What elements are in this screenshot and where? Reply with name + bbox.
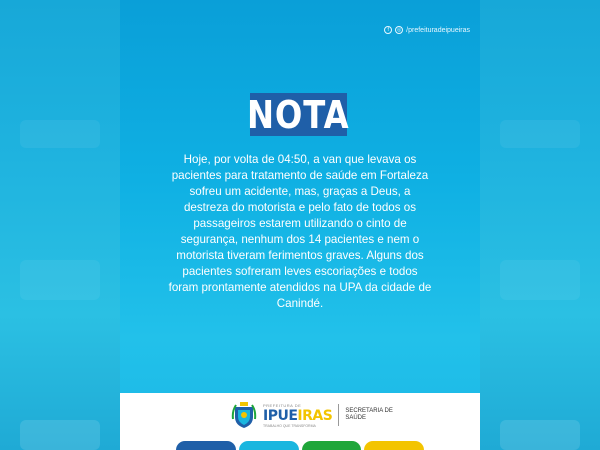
note-body: Hoje, por volta de 04:50, a van que levava os pacientes para tratamento de saúde em Fortaleza sofreu um acidente, mas, graças a Deus, a destreza do motorista e pelo fato de todos os passageiros estarem utilizando o cinto de segurança, nenhum dos 14 pacientes e nem o motorista tiveram ferimentos graves. Alguns dos pacientes sofreram leves escoriações e todos foram prontamente atendidos na UPA da cidade de Canindé. — [168, 153, 432, 310]
blurred-shape — [20, 260, 100, 300]
bar-green — [302, 441, 362, 450]
city-crest-icon — [231, 401, 257, 429]
blurred-shape — [500, 260, 580, 300]
bar-yellow — [364, 441, 424, 450]
facebook-icon: f — [384, 26, 392, 34]
page-title: NOTA — [247, 92, 350, 137]
prefeitura-label: PREFEITURA DE — [263, 402, 302, 408]
blurred-shape — [500, 120, 580, 148]
divider — [338, 404, 339, 426]
secretaria-label — [345, 408, 393, 422]
title-badge — [247, 92, 350, 137]
blurred-shape — [500, 420, 580, 450]
secretaria-line2: SAÚDE — [345, 415, 366, 421]
handle-text: /prefeituradeipueiras — [406, 26, 470, 34]
left-blurred-panel — [0, 0, 120, 450]
bar-blue — [176, 441, 236, 450]
color-bars — [176, 441, 424, 450]
city-name-part-b: IRAS — [297, 407, 333, 424]
secretaria-line1: SECRETARIA DE — [345, 408, 393, 414]
bar-cyan — [239, 441, 299, 450]
blurred-shape — [20, 120, 100, 148]
social-handle — [384, 26, 470, 34]
footer — [120, 393, 480, 450]
post-image — [120, 0, 480, 450]
blurred-shape — [20, 420, 100, 450]
right-blurred-panel — [480, 0, 600, 450]
city-slogan: TRABALHO QUE TRANSFORMA — [263, 423, 316, 428]
instagram-icon: ◎ — [396, 27, 402, 33]
city-name-part-a: IPUE — [263, 407, 298, 424]
logo-group — [231, 401, 393, 429]
prefeitura-logo — [263, 403, 332, 428]
city-name — [263, 408, 332, 424]
